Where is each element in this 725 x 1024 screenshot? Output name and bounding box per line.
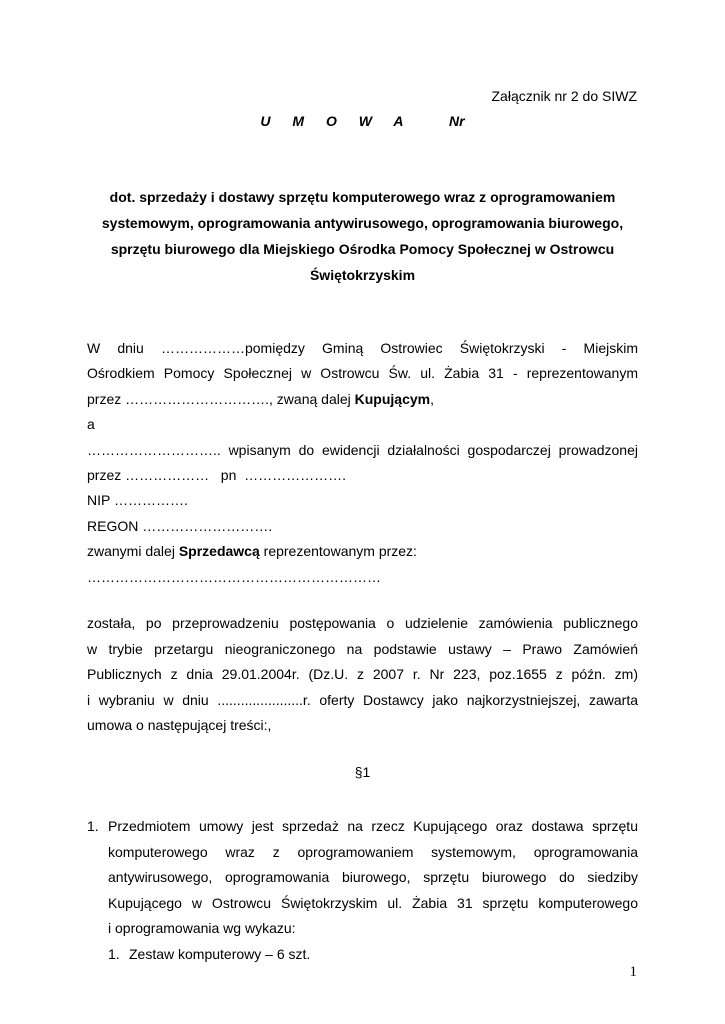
subject-line: sprzętu biurowego dla Miejskiego Ośrodka Pomocy Społecznej w Ostrowcu — [110, 241, 615, 257]
contract-subject — [80, 184, 645, 288]
party-line: Ośrodkiem Pomocy Społecznej w Ostrowcu Św. ul. Żabia 31 - reprezentowanym — [87, 365, 638, 382]
intro-line: Publicznych z dnia 29.01.2004r. (Dz.U. z 2007 r. Nr 223, poz.1655 z późn. zm) — [87, 666, 638, 682]
regon-line: REGON ………………………. — [87, 517, 273, 534]
intro-line: w trybie przetargu nieograniczonego na podstawie ustawy – Prawo Zamówień — [87, 640, 638, 657]
party-line: ……………………………………………………… — [87, 568, 381, 585]
page-number: 1 — [629, 964, 637, 980]
contract-title — [0, 113, 725, 129]
list-line: Kupującego w Ostrowcu Świętokrzyskim ul. Żabia 31 sprzętu komputerowego — [108, 894, 638, 911]
section-mark: §1 — [354, 764, 371, 780]
seller-term: Sprzedawcą — [178, 543, 260, 560]
intro-paragraph — [87, 611, 638, 739]
sub-list-number: 1. — [108, 945, 120, 962]
party-line: ……………………….. wpisanym do ewidencji działalności gospodarczej prowadzonej — [87, 441, 638, 458]
title-word: U M O W A — [260, 113, 410, 129]
party-text: zwanymi dalej — [87, 543, 179, 560]
numbered-list — [87, 814, 638, 967]
party-line: przez ……………… pn …………………. — [87, 467, 347, 484]
subject-line: systemowym, oprogramowania antywirusowego, oprogramowania biurowego, — [101, 215, 624, 231]
party-line: W dniu ………………pomiędzy Gminą Ostrowiec Świętokrzyski - Miejskim — [87, 340, 638, 356]
buyer-term: Kupującym — [354, 390, 431, 407]
subject-line: Świętokrzyskim — [309, 267, 416, 283]
list-item — [87, 814, 638, 942]
party-line — [87, 387, 638, 412]
sub-list-item — [87, 942, 638, 968]
nip-line: NIP ……………. — [87, 492, 188, 509]
parties-block — [87, 336, 638, 590]
intro-line: umowa o następującej treści:, — [87, 717, 272, 733]
party-text: , — [430, 390, 434, 407]
list-number: 1. — [87, 818, 99, 834]
list-line: i oprogramowania wg wykazu: — [108, 920, 296, 936]
title-number: Nr — [449, 113, 465, 129]
sub-list-text: Zestaw komputerowy – 6 szt. — [129, 945, 311, 962]
list-line: Przedmiotem umowy jest sprzedaż na rzecz Kupującego oraz dostawa sprzętu — [108, 818, 638, 834]
party-line — [87, 539, 638, 564]
intro-line: i wybraniu w dniu ......................r. oferty Dostawcy jako najkorzystniejszej, zawarta — [87, 691, 638, 708]
list-line: antywirusowego, oprogramowania biurowego, sprzętu biurowego do siedziby — [108, 869, 638, 885]
annex-label: Załącznik nr 2 do SIWZ — [491, 88, 637, 104]
party-text: reprezentowanym przez: — [259, 543, 417, 560]
party-text: przez …………………………., zwaną dalej — [87, 390, 355, 407]
intro-line: została, po przeprowadzeniu postępowania o udzielenie zamówienia publicznego — [87, 615, 638, 631]
subject-line: dot. sprzedaży i dostawy sprzętu komputerowego wraz z oprogramowaniem — [109, 189, 616, 205]
party-line: a — [87, 416, 95, 433]
list-line: komputerowego wraz z oprogramowaniem systemowym, oprogramowania — [108, 843, 638, 860]
